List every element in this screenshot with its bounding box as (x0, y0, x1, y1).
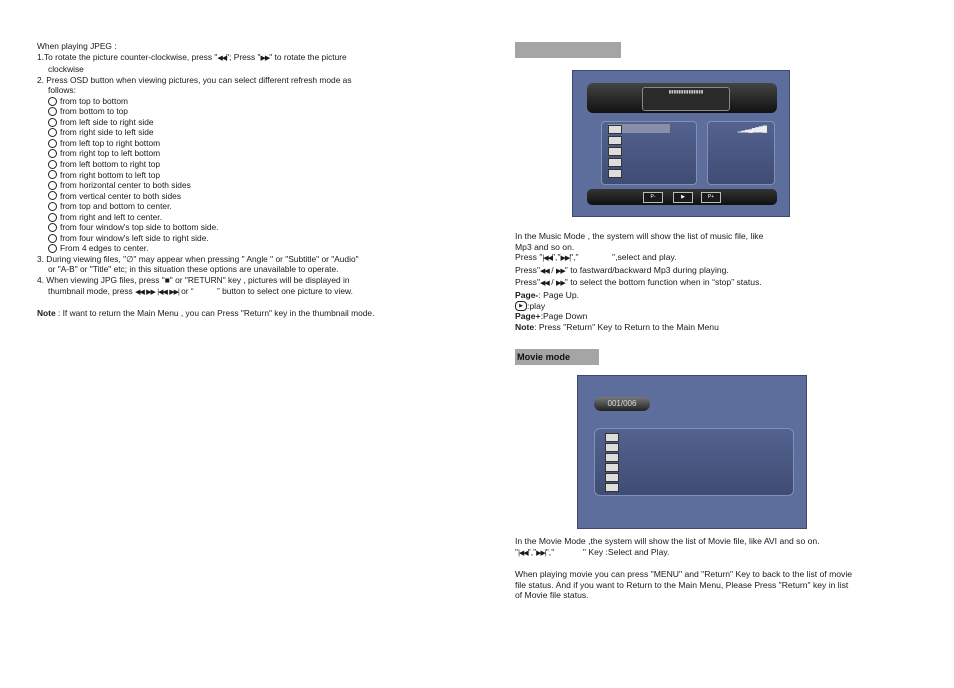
music-bottom-bar (587, 189, 777, 205)
movie-instructions: In the Movie Mode ,the system will show the list of Movie file, like AVI and so on. "|◀◀","▶▶|"," " Key :Select and Play. When playing movie you can press "MENU" and "Return" Key to back to the list of movie file status. And if you want to Return to the Main Menu, Please Press "Return" key in list of Movie file status. (515, 536, 853, 601)
refresh-mode-item: from bottom to top (37, 106, 477, 117)
jpeg-heading: When playing JPEG : (37, 41, 117, 51)
prohibited-icon: ∅ (126, 253, 134, 264)
radio-circle-icon (48, 202, 57, 211)
radio-circle-icon (48, 181, 57, 190)
music-top-bar (587, 83, 777, 113)
next-track-icon: ▶▶| (536, 549, 546, 557)
radio-circle-icon (48, 170, 57, 179)
refresh-mode-item: from left top to right bottom (37, 138, 477, 149)
fast-forward-icon: ▶▶ (555, 267, 565, 275)
radio-circle-icon (48, 97, 57, 106)
movie-mode-screenshot (577, 375, 807, 529)
radio-circle-icon (48, 118, 57, 127)
jpeg-item-3-cont: or "A-B" or "Title" etc; in this situation these options are unavailable to operate. (48, 264, 339, 275)
refresh-mode-item: From 4 edges to center. (37, 243, 477, 254)
mp3-file-icon (608, 125, 622, 134)
radio-circle-icon (48, 160, 57, 169)
radio-circle-icon (48, 223, 57, 232)
jpeg-item-4: 4. When viewing JPG files, press "■" or "RETURN" key , pictures will be displayed in (37, 275, 350, 286)
page-next-button[interactable]: P+ (701, 192, 721, 203)
avi-file-icon (605, 483, 619, 492)
radio-circle-icon (48, 234, 57, 243)
refresh-mode-item: from right bottom to left top (37, 170, 477, 181)
music-mode-screenshot (572, 70, 790, 217)
avi-file-icon (605, 473, 619, 482)
radio-circle-icon (48, 191, 57, 200)
fast-forward-icon: ▶▶ (260, 54, 270, 62)
jpeg-item-4-cont: thumbnail mode, press ◀◀ ▶▶ |◀◀ ▶▶| or “ ” button to select one picture to view. (48, 285, 353, 296)
rewind-icon: ◀◀ (540, 280, 549, 288)
refresh-mode-item: from top and bottom to center. (37, 201, 477, 212)
previous-track-icon: |◀◀ (157, 288, 167, 296)
rewind-icon: ◀◀ (135, 288, 144, 296)
music-section-header (515, 42, 621, 58)
file-counter: 001/006 (594, 397, 650, 411)
radio-circle-icon (48, 244, 57, 253)
jpeg-item-1-cont: clockwise (48, 64, 84, 75)
avi-file-icon (605, 453, 619, 462)
refresh-mode-item: from horizontal center to both sides (37, 180, 477, 191)
refresh-mode-item: from left bottom to right top (37, 159, 477, 170)
avi-file-icon (605, 463, 619, 472)
fast-forward-icon: ▶▶ (555, 280, 565, 288)
music-info-panel (707, 121, 775, 185)
jpeg-item-2: 2. Press OSD button when viewing pictures, you can select different refresh mode as (37, 74, 352, 85)
radio-circle-icon (48, 213, 57, 222)
radio-circle-icon (48, 149, 57, 158)
play-button[interactable] (673, 192, 693, 203)
music-instructions: In the Music Mode , the system will show the list of music file, like Mp3 and so on. Press "|◀◀","▶▶|"," ",select and play. Press"◀◀ / ▶▶" to fastward/backward Mp3 during playing. Press"◀◀ / ▶▶" to select the bottom function when in “stop” status. Page-: Page Up. ▶ :play Page+:Page Down Note: Press "Return" Key to Return to the Main Menu (515, 231, 764, 332)
previous-track-icon: |◀◀ (542, 255, 552, 263)
radio-circle-icon (48, 107, 57, 116)
next-track-icon: ▶▶| (169, 288, 179, 296)
refresh-mode-item: from vertical center to both sides (37, 191, 477, 202)
radio-circle-icon (48, 139, 57, 148)
jpeg-note: Note : If want to return the Main Menu , you can Press "Return" key in the thumbnail mode. (37, 308, 375, 319)
mp3-file-icon (608, 136, 622, 145)
jpeg-instructions (37, 41, 477, 319)
refresh-mode-item: from four window's top side to bottom side. (37, 222, 477, 233)
mp3-file-icon (608, 169, 622, 178)
volume-bars-icon: ▁▂▃▄▅▆▇█ (737, 127, 766, 133)
fast-forward-icon: ▶▶ (146, 288, 155, 296)
rewind-icon: ◀◀ (540, 267, 549, 275)
refresh-mode-item: from right side to left side (37, 127, 477, 138)
refresh-mode-item: from four window's left side to right side. (37, 233, 477, 244)
play-circle-icon: ▶ (515, 301, 527, 311)
previous-track-icon: |◀◀ (518, 549, 528, 557)
avi-file-icon (605, 443, 619, 452)
mp3-file-icon (608, 158, 622, 167)
mp3-file-icon (608, 147, 622, 156)
jpeg-item-3: 3. During viewing files, "∅" may appear when pressing " Angle " or "Subtitle" or "Audio" (37, 253, 359, 264)
refresh-mode-item: from top to bottom (37, 96, 477, 107)
refresh-mode-item: from right and left to center. (37, 212, 477, 223)
rewind-icon: ◀◀ (217, 54, 227, 62)
movie-file-list (594, 428, 794, 496)
refresh-mode-item: from right top to left bottom (37, 148, 477, 159)
movie-section-header: Movie mode (515, 349, 599, 365)
spectrum-display: ▮▮▮▮▮▮▮▮▮▮▮▮▮▮ (642, 87, 730, 111)
play-icon: ▶ (681, 194, 685, 200)
refresh-mode-item: from left side to right side (37, 117, 477, 128)
music-file-list (601, 121, 697, 185)
jpeg-item-2-cont: follows: (48, 85, 76, 96)
avi-file-icon (605, 433, 619, 442)
jpeg-item-1: 1.To rotate the picture counter-clockwise, press "◀◀"; Press "▶▶" to rotate the picture (37, 51, 347, 62)
page-prev-button[interactable]: P- (643, 192, 663, 203)
next-track-icon: ▶▶| (560, 255, 571, 263)
stop-icon: ■ (164, 275, 170, 286)
radio-circle-icon (48, 128, 57, 137)
